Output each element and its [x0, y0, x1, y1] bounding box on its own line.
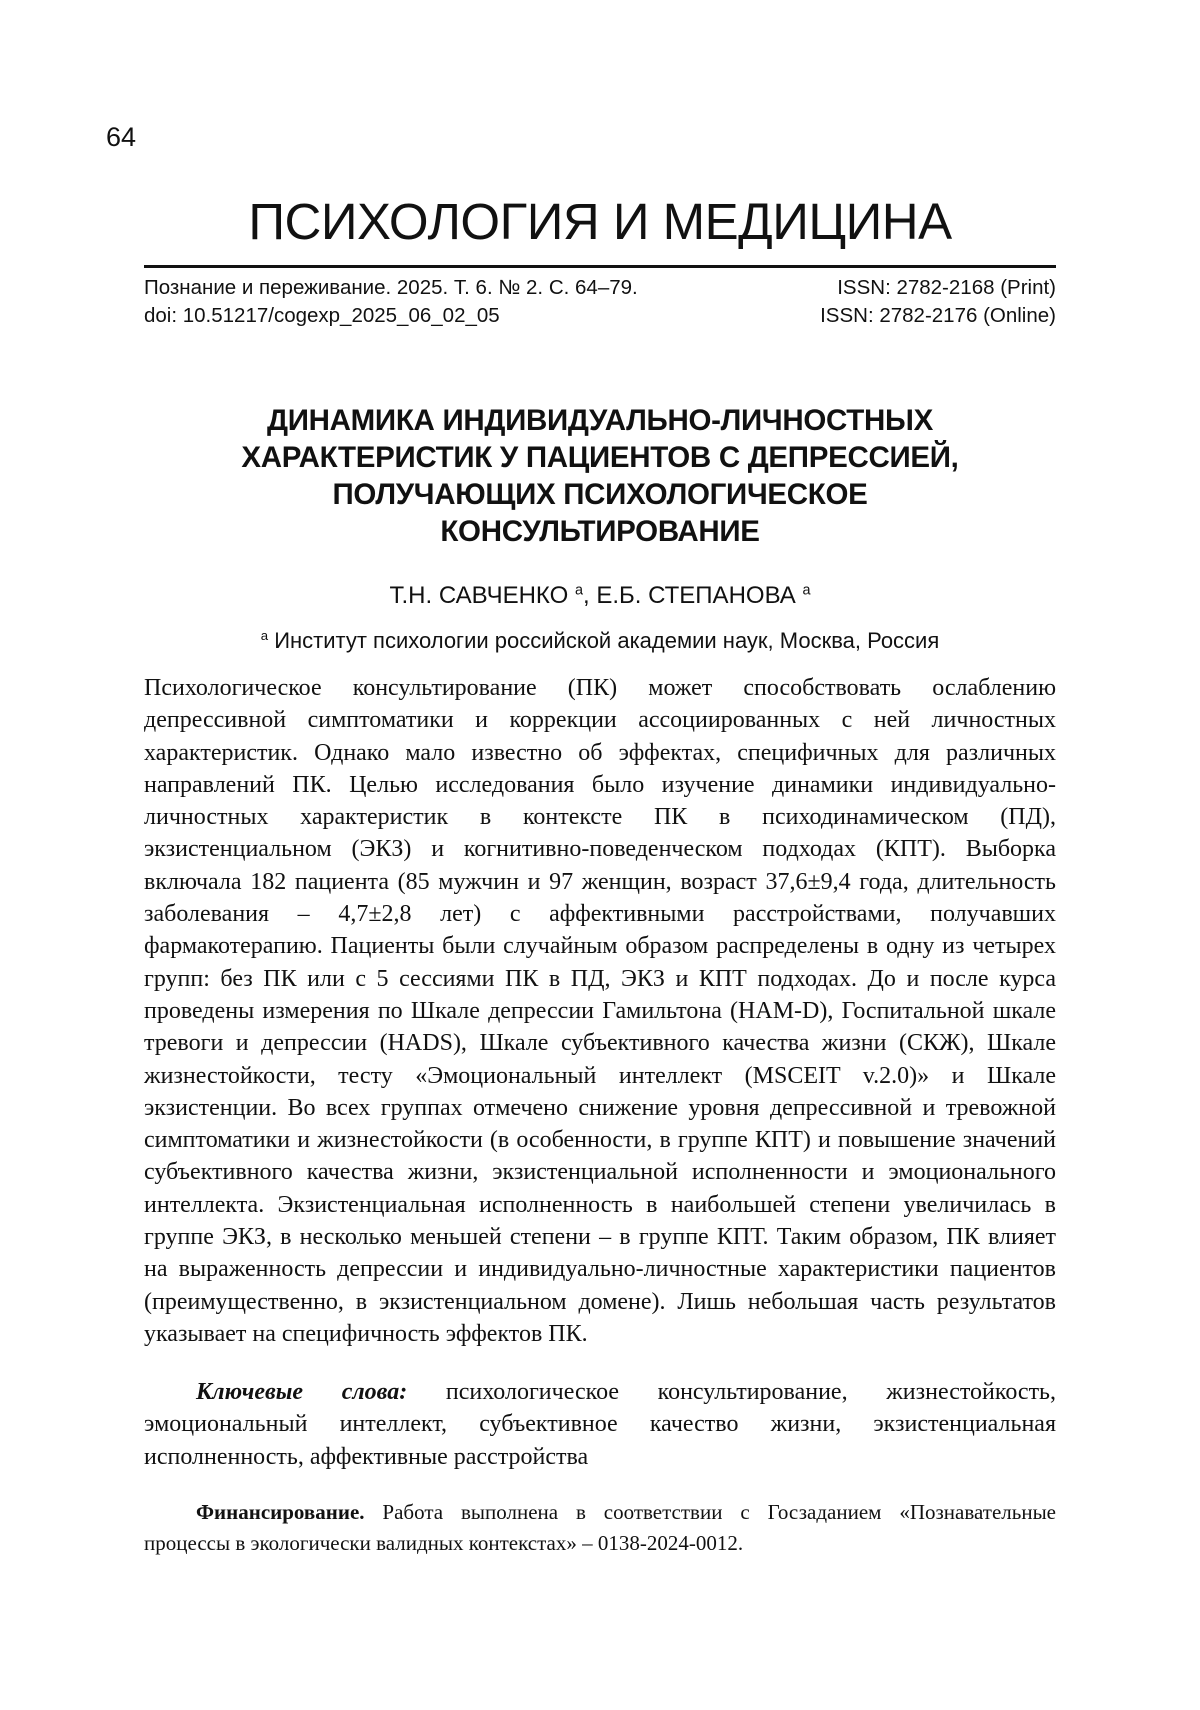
header-divider: [144, 265, 1056, 268]
issn-online: ISSN: 2782-2176 (Online): [820, 304, 1056, 327]
author-name: Е.Б. СТЕПАНОВА: [596, 582, 796, 609]
journal-citation: Познание и переживание. 2025. Т. 6. № 2. С. 64–79.: [144, 276, 638, 299]
keywords-text: психологическое консультирование, жизнестойкость, эмоциональный интеллект, субъективное качество жизни, экзистенциальная исполненность, аффективные расстройства: [144, 1379, 1056, 1470]
title-line: КОНСУЛЬТИРОВАНИЕ: [440, 515, 760, 548]
title-line: ДИНАМИКА ИНДИВИДУАЛЬНО-ЛИЧНОСТНЫХ: [267, 404, 933, 437]
doi: doi: 10.51217/cogexp_2025_06_02_05: [144, 304, 500, 327]
author-separator: ,: [583, 582, 597, 609]
section-title: ПСИХОЛОГИЯ И МЕДИЦИНА: [248, 193, 952, 250]
author-name: Т.Н. САВЧЕНКО: [389, 582, 569, 609]
affiliation-mark: a: [260, 628, 269, 644]
journal-meta-row-2: [144, 306, 1056, 327]
funding-label: Финансирование.: [196, 1500, 365, 1524]
abstract: Психологическое консультирование (ПК) может способствовать ослаблению депрессивной симптоматики и коррекции ассоциированных с ней личностных характеристик. Однако мало известно об эффектах, специфичных для различных направлений ПК. Целью исследования было изучение динамики индивидуально-личностных характеристик в контексте ПК в психодинамическом (ПД), экзистенциальном (ЭКЗ) и когнитивно-поведенческом подходах (КПТ). Выборка включала 182 пациента (85 мужчин и 97 женщин, возраст 37,6±9,4 года, длительность заболевания – 4,7±2,8 лет) с аффективными расстройствами, получавших фармакотерапию. Пациенты были случайным образом распределены в одну из четырех групп: без ПК или с 5 сессиями ПК в ПД, ЭКЗ и КПТ подходах. До и после курса проведены измерения по Шкале депрессии Гамильтона (HAM-D), Госпитальной шкале тревоги и депрессии (HADS), Шкале субъективного качества жизни (СКЖ), Шкале жизнестойкости, тесту «Эмоциональный интеллект (MSCEIT v.2.0)» и Шкале экзистенции. Во всех группах отмечено снижение уровня депрессивной и тревожной симптоматики и жизнестойкости (в особенности, в группе КПТ) и повышение значений субъективного качества жизни, экзистенциальной исполненности и эмоционального интеллекта. Экзистенциальная исполненность в наибольшей степени увеличилась в группе ЭКЗ, в несколько меньшей степени – в группе КПТ. Таким образом, ПК влияет на выраженность депрессии и индивидуально-личностные характеристики пациентов (преимущественно, в экзистенциальном домене). Лишь небольшая часть результатов указывает на специфичность эффектов ПК.: [144, 675, 1056, 1347]
title-line: ПОЛУЧАЮЩИХ ПСИХОЛОГИЧЕСКОЕ: [332, 478, 868, 511]
affiliation-mark: a: [802, 582, 811, 599]
funding: [144, 1497, 1056, 1559]
keywords: [144, 1376, 1056, 1473]
affiliation-mark: a: [574, 582, 583, 599]
authors: [144, 584, 1056, 608]
title-line: ХАРАКТЕРИСТИК У ПАЦИЕНТОВ С ДЕПРЕССИЕЙ,: [241, 441, 959, 474]
issn-print: ISSN: 2782-2168 (Print): [837, 276, 1056, 299]
article-title: [144, 402, 1056, 550]
keywords-label: Ключевые слова:: [196, 1379, 408, 1405]
journal-meta-row-1: [144, 278, 1056, 299]
affiliation: [144, 630, 1056, 652]
affiliation-text: Институт психологии российской академии наук, Москва, Россия: [268, 628, 940, 653]
funding-text: Работа выполнена в соответствии с Госзаданием «Познавательные процессы в экологически валидных контекстах» – 0138-2024-0012.: [144, 1500, 1056, 1555]
page-number: 64: [106, 122, 137, 152]
